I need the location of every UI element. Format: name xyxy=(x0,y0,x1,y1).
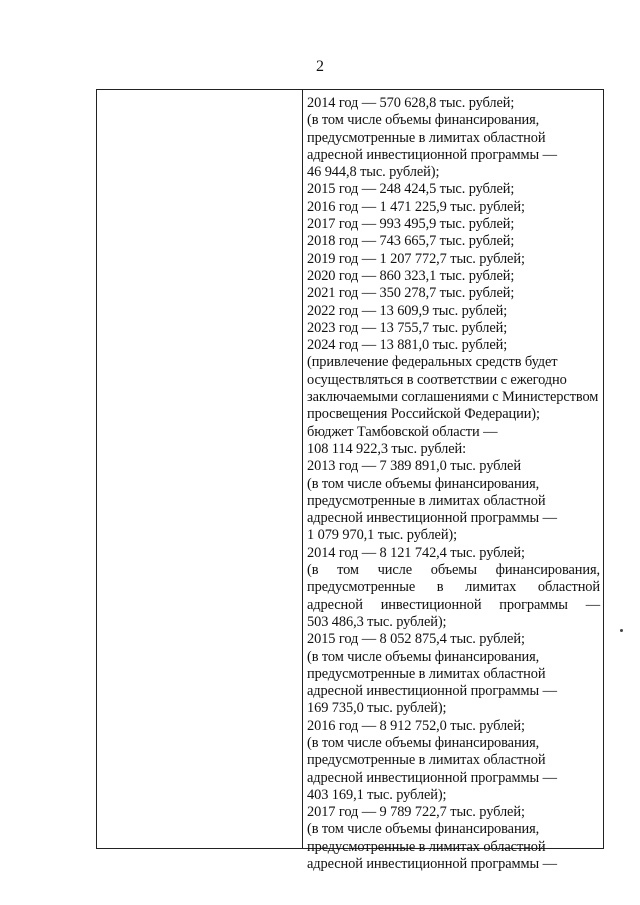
text-line: заключаемыми соглашениями с Министерством xyxy=(307,389,599,406)
text-line: 2013 год — 7 389 891,0 тыс. рублей xyxy=(307,458,521,475)
text-line: просвещения Российской Федерации); xyxy=(307,406,540,423)
text-line: 2023 год — 13 755,7 тыс. рублей; xyxy=(307,319,508,336)
text-line: 2022 год — 13 609,9 тыс. рублей; xyxy=(307,302,508,319)
financing-table xyxy=(96,89,604,873)
text-line: (в том числе объемы финансирования, xyxy=(307,734,540,751)
text-line: (в том числе объемы финансирования, xyxy=(307,112,540,129)
text-line: (в том числе объемы финансирования, xyxy=(307,821,540,838)
text-line: 2015 год — 248 424,5 тыс. рублей; xyxy=(307,181,515,198)
text-line: предусмотренные в лимитах областной xyxy=(307,665,546,682)
column-divider xyxy=(302,90,303,848)
text-line: (привлечение федеральных средств будет xyxy=(307,354,558,371)
text-line: 2016 год — 8 912 752,0 тыс. рублей; xyxy=(307,717,525,734)
text-line: 2016 год — 1 471 225,9 тыс. рублей; xyxy=(307,198,525,215)
text-line: адресной инвестиционной программы — xyxy=(307,146,557,163)
text-line: (в том числе объемы финансирования, xyxy=(307,648,540,665)
text-line: (в том числе объемы финансирования, xyxy=(307,562,600,579)
text-line: предусмотренные в лимитах областной xyxy=(307,492,546,509)
text-line: адресной инвестиционной программы — xyxy=(307,769,557,786)
text-line: 1 079 970,1 тыс. рублей); xyxy=(307,527,458,544)
text-line: (в том числе объемы финансирования, xyxy=(307,475,540,492)
text-line: предусмотренные в лимитах областной xyxy=(307,838,546,855)
text-line: предусмотренные в лимитах областной xyxy=(307,752,546,769)
text-line: адресной инвестиционной программы — xyxy=(307,596,600,613)
text-line: 2014 год — 8 121 742,4 тыс. рублей; xyxy=(307,544,525,561)
text-line: адресной инвестиционной программы — xyxy=(307,683,557,700)
text-line: адресной инвестиционной программы — xyxy=(307,510,557,527)
text-line: 2019 год — 1 207 772,7 тыс. рублей; xyxy=(307,250,525,267)
scan-speck xyxy=(620,629,623,632)
text-line: 2024 год — 13 881,0 тыс. рублей; xyxy=(307,337,508,354)
text-line: 2017 год — 993 495,9 тыс. рублей; xyxy=(307,216,515,233)
table-left-cell xyxy=(97,90,302,848)
text-line: 2018 год — 743 665,7 тыс. рублей; xyxy=(307,233,515,250)
text-line: 2017 год — 9 789 722,7 тыс. рублей; xyxy=(307,804,525,821)
text-line: 2015 год — 8 052 875,4 тыс. рублей; xyxy=(307,631,525,648)
text-line: предусмотренные в лимитах областной xyxy=(307,579,600,596)
text-line: 2014 год — 570 628,8 тыс. рублей; xyxy=(307,95,515,111)
text-line: предусмотренные в лимитах областной xyxy=(307,129,546,146)
text-line: 2021 год — 350 278,7 тыс. рублей; xyxy=(307,285,515,302)
text-line: осуществляться в соответствии с ежегодно xyxy=(307,371,567,388)
text-line: бюджет Тамбовской области — xyxy=(307,423,498,440)
text-line: 2020 год — 860 323,1 тыс. рублей; xyxy=(307,267,515,284)
page-number: 2 xyxy=(316,58,324,75)
text-line: 46 944,8 тыс. рублей); xyxy=(307,164,440,181)
text-line: адресной инвестиционной программы — xyxy=(307,856,557,873)
text-line: 169 735,0 тыс. рублей); xyxy=(307,700,447,717)
text-line: 503 486,3 тыс. рублей); xyxy=(307,613,447,630)
text-line: 108 114 922,3 тыс. рублей: xyxy=(307,440,466,457)
text-line: 403 169,1 тыс. рублей); xyxy=(307,786,447,803)
table-right-cell xyxy=(307,95,600,873)
